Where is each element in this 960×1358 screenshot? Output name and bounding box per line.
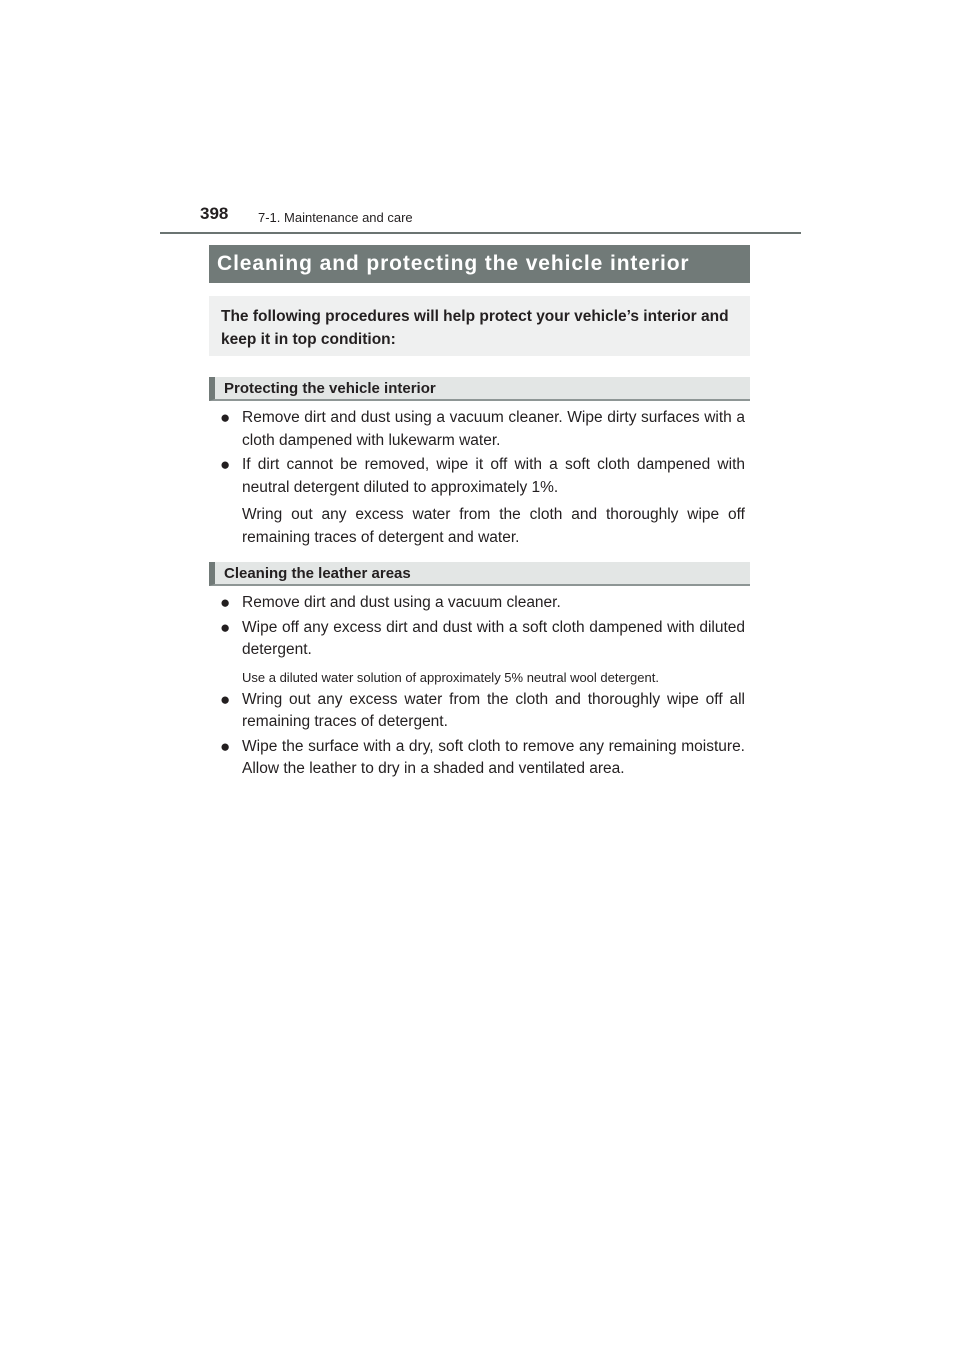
list-item-text: Remove dirt and dust using a vacuum cleaner.	[242, 594, 561, 611]
list-item-text: Remove dirt and dust using a vacuum cleaner. Wipe dirty surfaces with a cloth dampened with lukewarm water.	[242, 409, 745, 449]
list-item-text: Wring out any excess water from the cloth and thoroughly wipe off all remaining traces of detergent.	[242, 690, 745, 730]
section-label: 7-1. Maintenance and care	[258, 210, 413, 225]
subheading-protecting: Protecting the vehicle interior	[209, 377, 750, 401]
list-item-text: If dirt cannot be removed, wipe it off with a soft cloth dampened with neutral detergent diluted to approximately 1%.	[242, 456, 745, 496]
list-item	[220, 617, 745, 662]
bullet-icon: ●	[220, 736, 231, 756]
section-leather-body	[220, 592, 745, 781]
note-text: Use a diluted water solution of approximately 5% neutral wool detergent.	[242, 669, 659, 685]
page-number: 398	[200, 204, 229, 223]
bullet-icon: ●	[220, 593, 231, 612]
page-title: Cleaning and protecting the vehicle interior	[209, 245, 750, 283]
bullet-icon: ●	[220, 455, 231, 474]
list-item	[220, 689, 745, 734]
followup-paragraph: Wring out any excess water from the cloth and thoroughly wipe off remaining traces of detergent and water.	[242, 506, 745, 546]
list-item	[220, 454, 745, 499]
section-protecting-body	[220, 407, 745, 549]
bullet-icon: ●	[220, 689, 231, 709]
list-item	[220, 592, 745, 615]
list-item	[220, 407, 745, 452]
subheading-leather: Cleaning the leather areas	[209, 562, 750, 586]
intro-box: The following procedures will help protect your vehicle’s interior and keep it in top condition:	[209, 296, 750, 356]
bullet-icon: ●	[220, 617, 231, 637]
list-item	[220, 736, 745, 781]
list-item-text: Wipe the surface with a dry, soft cloth to remove any remaining moisture. Allow the leather to dry in a shaded and ventilated area.	[242, 737, 745, 777]
header-rule	[160, 232, 801, 234]
bullet-icon: ●	[220, 408, 231, 427]
list-item-text: Wipe off any excess dirt and dust with a soft cloth dampened with diluted detergent.	[242, 618, 745, 658]
